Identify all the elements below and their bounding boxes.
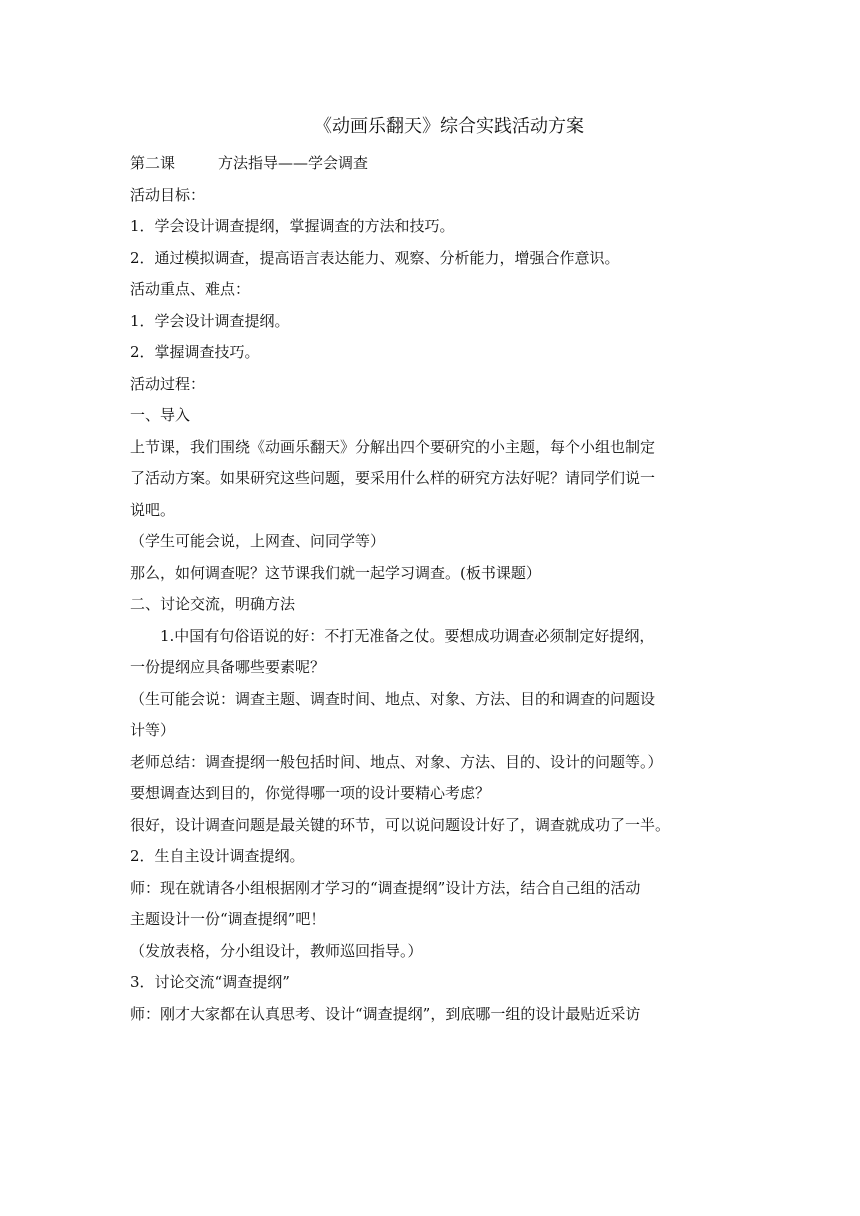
goal-item: 2．通过模拟调查，提高语言表达能力、观察、分析能力，增强合作意识。 <box>130 248 620 267</box>
paragraph-line: 一份提纲应具备哪些要素呢？ <box>130 658 326 676</box>
paragraph-line: 师：刚才大家都在认真思考、设计“调查提纲”，到底哪一组的设计最贴近采访 <box>130 1004 641 1023</box>
paragraph-line: 要想调查达到目的，你觉得哪一项的设计要精心考虑？ <box>130 784 491 802</box>
paragraph-line: 师：现在就请各小组根据刚才学习的“调查提纲”设计方法，结合自己组的活动 <box>130 878 641 897</box>
paragraph-line: 了活动方案。如果研究这些问题，要采用什么样的研究方法好呢？请同学们说一 <box>130 469 656 487</box>
key-point-item: 1．学会设计调查提纲。 <box>130 311 290 330</box>
paragraph-line: （发放表格，分小组设计，教师巡回指导。） <box>130 941 423 960</box>
paragraph-line: 3．讨论交流“调查提纲” <box>130 973 290 991</box>
paragraph-line: （生可能会说：调查主题、调查时间、地点、对象、方法、目的和调查的问题设 <box>130 689 656 708</box>
paragraph-line: 计等） <box>130 721 176 739</box>
section-label: 活动过程： <box>130 374 206 393</box>
paragraph-line: 2．生自主设计调查提纲。 <box>130 847 305 865</box>
section-label: 活动重点、难点： <box>130 280 251 298</box>
goal-item: 1．学会设计调查提纲，掌握调查的方法和技巧。 <box>130 217 455 235</box>
paragraph-line: 老师总结：调查提纲一般包括时间、地点、对象、方法、目的、设计的问题等。） <box>130 752 663 771</box>
paragraph-line: 那么，如何调查呢？这节课我们就一起学习调查。(板书课题） <box>130 563 541 582</box>
lesson-heading <box>130 148 740 180</box>
paragraph-line: 上节课，我们围绕《动画乐翻天》分解出四个要研究的小主题，每个小组也制定 <box>130 437 656 456</box>
paragraph-line: 说吧。 <box>130 500 176 519</box>
key-point-item: 2．掌握调查技巧。 <box>130 343 260 361</box>
paragraph-line: 1.中国有句俗语说的好：不打无准备之仗。要想成功调查必须制定好提纲， <box>160 626 655 645</box>
document-title: 《动画乐翻天》综合实践活动方案 <box>314 116 584 137</box>
paragraph-line: 主题设计一份“调查提纲”吧！ <box>130 910 326 928</box>
lesson-number: 第二课 <box>130 154 176 172</box>
section-heading: 一、导入 <box>130 406 191 424</box>
section-label: 活动目标： <box>130 185 206 204</box>
paragraph-line: （学生可能会说，上网查、问同学等） <box>130 532 386 550</box>
document-page <box>130 112 740 1030</box>
paragraph-line: 很好，设计调查问题是最关键的环节，可以说问题设计好了，调查就成功了一半。 <box>130 815 671 834</box>
section-heading: 二、讨论交流，明确方法 <box>130 595 296 613</box>
lesson-topic: 方法指导——学会调查 <box>218 154 369 172</box>
